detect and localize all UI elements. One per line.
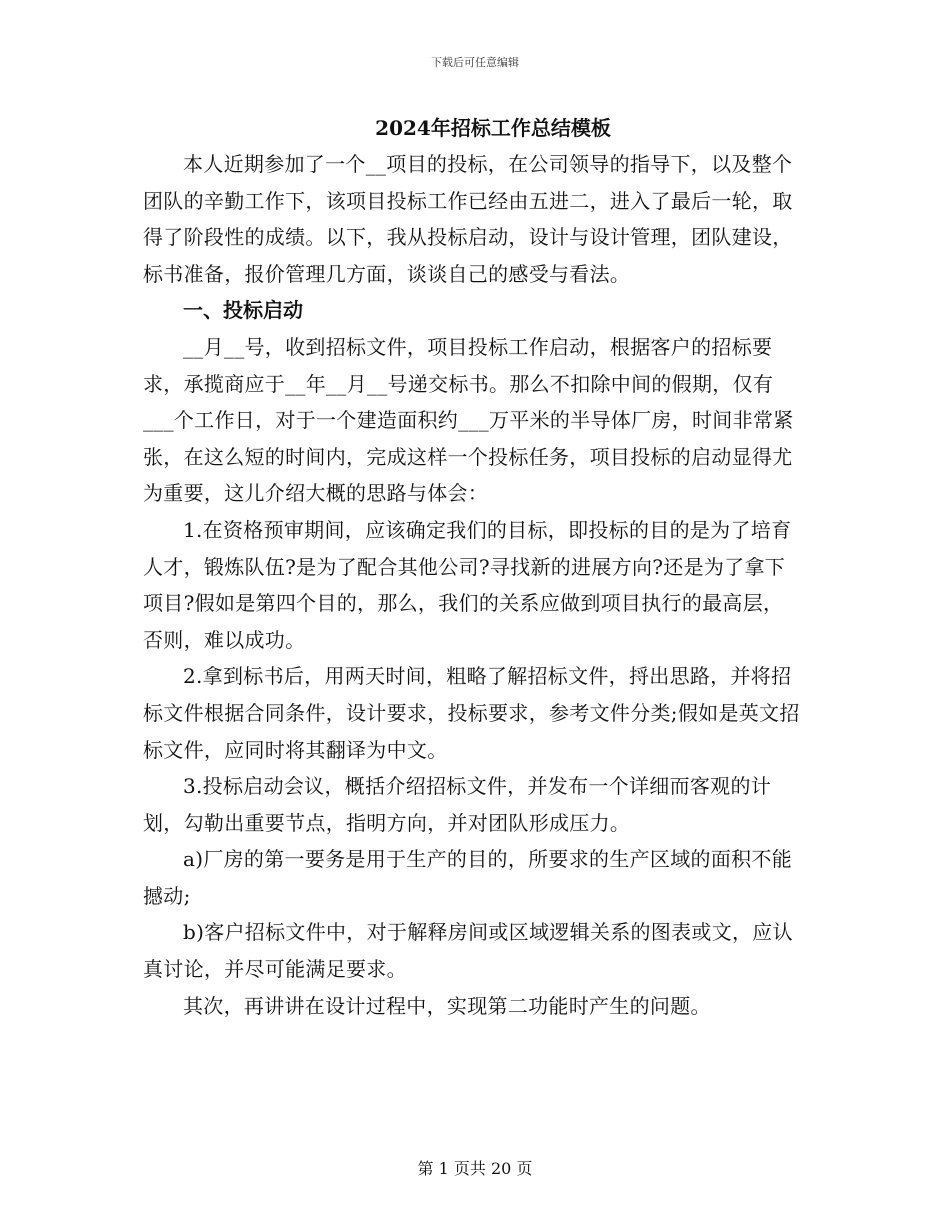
paragraph-item-2: 2.拿到标书后，用两天时间，粗略了解招标文件，捋出思路，并将招标文件根据合同条件，设计要求，投标要求，参考文件分类;假如是英文招标文件，应同时将其翻译为中文。 bbox=[143, 664, 800, 762]
paragraph-bid-start: __月__号，收到招标文件，项目投标工作启动，根据客户的招标要求，承揽商应于__年__月__号递交标书。那么不扣除中间的假期，仅有___个工作日，对于一个建造面积约___万平米的半导体厂房，时间非常紧张，在这么短的时间内，完成这样一个投标任务，项目投标的启动显得尤为重要，这儿介绍大概的思路与体会： bbox=[143, 334, 794, 506]
paragraph-item-1: 1.在资格预审期间，应该确定我们的目标，即投标的目的是为了培育人才，锻炼队伍?是为了配合其他公司?寻找新的进展方向?还是为了拿下项目?假如是第四个目的，那么，我们的关系应做到项目执行的最高层，否则，难以成功。 bbox=[143, 517, 792, 652]
page-footer: 第 1 页共 20 页 bbox=[417, 1159, 533, 1178]
section-heading-bid-start: 一、投标启动 bbox=[183, 298, 303, 323]
paragraph-item-a: a)厂房的第一要务是用于生产的目的，所要求的生产区域的面积不能撼动; bbox=[143, 847, 793, 908]
paragraph-item-3: 3.投标启动会议，概括介绍招标文件，并发布一个详细而客观的计划，勾勒出重要节点，指明方向，并对团队形成压力。 bbox=[143, 774, 772, 835]
paragraph-intro: 本人近期参加了一个__项目的投标，在公司领导的指导下，以及整个团队的辛勤工作下，该项目投标工作已经由五进二，进入了最后一轮，取得了阶段性的成绩。以下，我从投标启动，设计与设计管理，团队建设，标书准备，报价管理几方面，谈谈自己的感受与看法。 bbox=[143, 152, 793, 286]
paragraph-item-b: b)客户招标文件中，对于解释房间或区域逻辑关系的图表或文，应认真讨论，并尽可能满足要求。 bbox=[143, 920, 793, 982]
paragraph-next: 其次，再讲讲在设计过程中，实现第二功能时产生的问题。 bbox=[183, 993, 711, 1018]
document-title: 2024年招标工作总结模板 bbox=[375, 116, 611, 140]
document-body bbox=[143, 110, 803, 1024]
header-note: 下载后可任意编辑 bbox=[431, 56, 519, 69]
